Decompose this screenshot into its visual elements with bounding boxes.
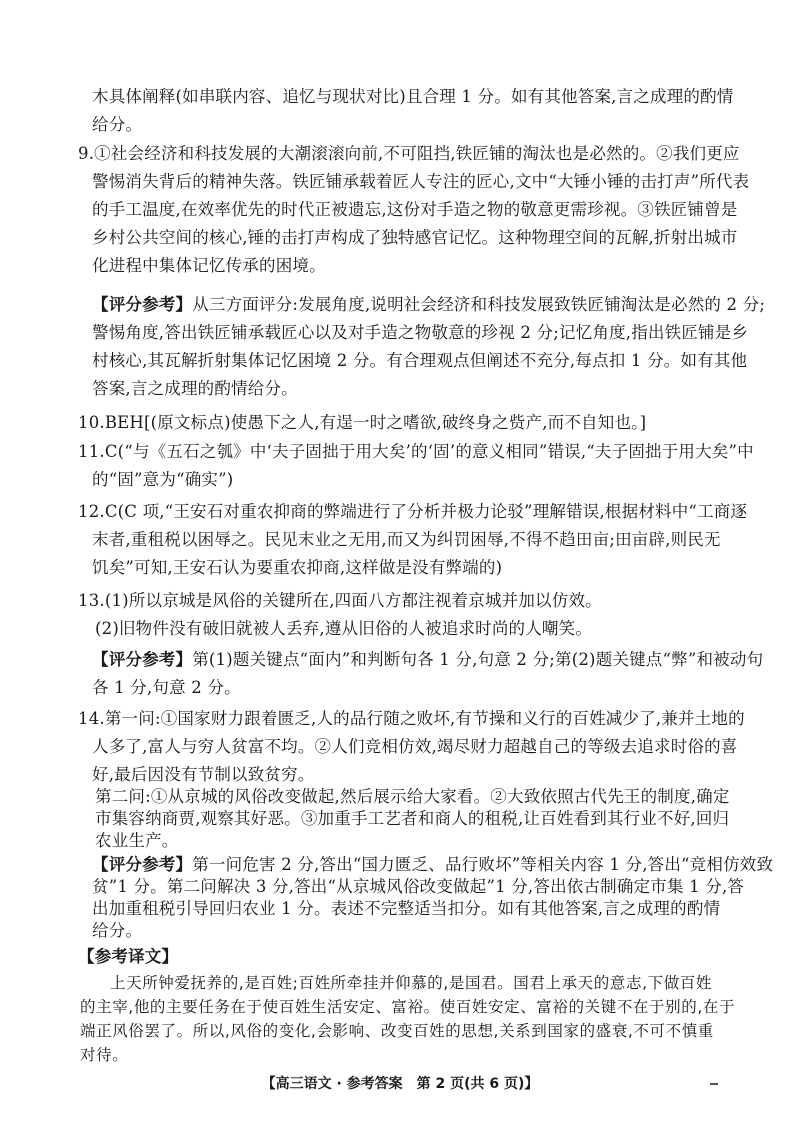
- scoring-note-line: [92, 294, 765, 316]
- question-12-line: 12.C(C 项,“王安石对重农抑商的弊端进行了分析并极力论驳”理解错误,根据材料中“工商逐: [78, 502, 748, 521]
- text-line: 村核心,其瓦解折射集体记忆困境 2 分。有合理观点但阐述不充分,每点扣 1 分。如有其他: [92, 351, 748, 370]
- text-span: 第(1)题关键点“面内”和判断句各 1 分,句意 2 分;第(2)题关键点“弊”和被动句: [192, 650, 764, 669]
- text-line: 饥矣”可知,王安石认为要重农抑商,这样做是没有弊端的): [92, 558, 503, 577]
- text-line: 市集容纳商贾,观察其好恶。③加重手工艺者和商人的租税,让百姓看到其行业不好,回归: [95, 809, 730, 828]
- text-line: 给分。: [92, 115, 143, 134]
- text-line: 给分。: [92, 921, 143, 940]
- text-line: 贫”1 分。第二问解决 3 分,答出“从京城风俗改变做起”1 分,答出依古制确定市集 1 分,答: [92, 877, 745, 896]
- scoring-label: 【评分参考】: [92, 855, 193, 874]
- scoring-label: 【评分参考】: [92, 650, 193, 669]
- text-line: 农业生产。: [95, 831, 179, 850]
- translation-line: 上天所钟爱抚养的,是百姓;百姓所牵挂并仰慕的,是国君。国君上承天的意志,下做百姓: [110, 974, 713, 992]
- corner-mark: [710, 1083, 718, 1085]
- question-10-line: 10.BEH[(原文标点)使愚下之人,有逞一时之嗜欲,破终身之赀产,而不自知也。]: [78, 413, 647, 432]
- question-13-line: 13.(1)所以京城是风俗的关键所在,四面八方都注视着京城并加以仿效。: [78, 591, 602, 610]
- text-span: 第一问危害 2 分,答出“国力匮乏、品行败坏”等相关内容 1 分,答出“竞相仿效致: [192, 855, 774, 874]
- text-line: 警惕角度,答出铁匠铺承载匠心以及对手造之物敬意的珍视 2 分;记忆角度,指出铁匠铺是乡: [92, 323, 749, 342]
- text-line: 警惕消失背后的精神失落。铁匠铺承载着匠人专注的匠心,文中“大锤小锤的击打声”所代表: [92, 172, 750, 191]
- text-line: 化进程中集体记忆传承的困境。: [92, 256, 326, 275]
- text-span: 从三方面评分:发展角度,说明社会经济和科技发展致铁匠铺淘汰是必然的 2 分;: [192, 295, 766, 314]
- scoring-label: 【评分参考】: [92, 295, 193, 314]
- text-line: 答案,言之成理的酌情给分。: [92, 379, 298, 398]
- text-line: 末者,重租税以困辱之。民见末业之无用,而又为纠罚困辱,不得不趋田亩;田亩辟,则民无: [92, 530, 721, 549]
- text-line: 出加重租税引导回归农业 1 分。表述不完整适当扣分。如有其他答案,言之成理的酌情: [92, 899, 721, 918]
- question-11-line: 11.C(“与《五石之瓠》中‘夫子固拙于用大矣’的‘固’的意义相同”错误,“夫子固拙于用大矣”中: [78, 442, 754, 461]
- question-9-line: 9.①社会经济和科技发展的大潮滚滚向前,不可阻挡,铁匠铺的淘汰也是必然的。②我们更应: [78, 144, 740, 163]
- question-14-line: 14.第一问:①国家财力跟着匮乏,人的品行随之败坏,有节操和义行的百姓减少了,兼并土地的: [78, 709, 745, 728]
- text-line: 的手工温度,在效率优先的时代正被遗忘,这份对手造之物的敬意更需珍视。③铁匠铺曾是: [92, 200, 738, 219]
- page-footer: 【高三语文 · 参考答案 第 2 页(共 6 页)】: [261, 1076, 539, 1092]
- text-line: 好,最后因没有节制以致贫穷。: [92, 765, 315, 784]
- text-line: 各 1 分,句意 2 分。: [92, 678, 241, 697]
- text-line: 人多了,富人与穷人贫富不均。②人们竞相仿效,竭尽财力超越自己的等级去追求时俗的喜: [92, 737, 738, 756]
- text-line: 第二问:①从京城的风俗改变做起,然后展示给大家看。②大致依照古代先王的制度,确定: [95, 787, 730, 806]
- text-line: (2)旧物件没有破旧就被人丢弃,遵从旧俗的人被追求时尚的人嘲笑。: [95, 619, 593, 638]
- text-line: 木具体阐释(如串联内容、追忆与现状对比)且合理 1 分。如有其他答案,言之成理的酌情: [92, 87, 734, 106]
- translation-line: 端正风俗罢了。所以,风俗的变化,会影响、改变百姓的思想,关系到国家的盛衰,不可不慎重: [80, 1022, 714, 1040]
- scoring-note-line: [92, 649, 763, 671]
- translation-line: 的主宰,他的主要任务在于使百姓生活安定、富裕。使百姓安定、富裕的关键不在于别的,在于: [80, 998, 736, 1016]
- text-line: 乡村公共空间的核心,锤的击打声构成了独特感官记忆。这种物理空间的瓦解,折射出城市: [92, 228, 738, 247]
- scoring-note-line: [92, 854, 773, 876]
- translation-heading: 【参考译文】: [78, 947, 179, 966]
- text-line: 的“固”意为“确实”): [92, 470, 234, 489]
- translation-line: 对待。: [80, 1046, 129, 1064]
